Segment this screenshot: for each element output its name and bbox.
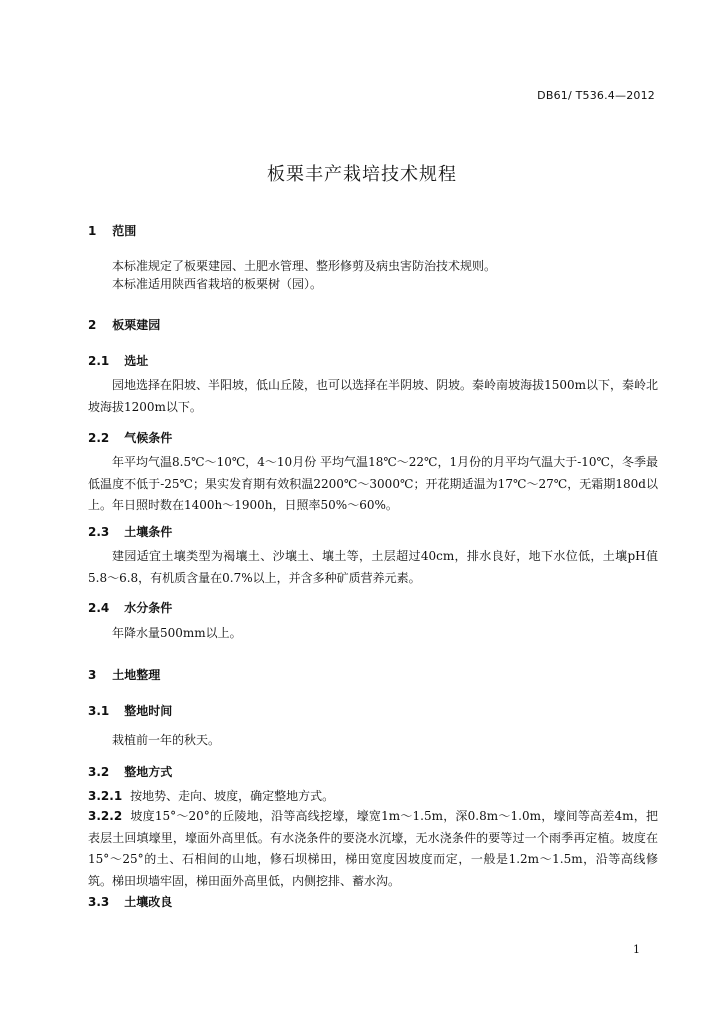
page-number: 1	[633, 943, 640, 956]
clause-3-2-2	[88, 806, 658, 892]
subsection-heading-site-selection	[88, 352, 148, 369]
site-selection-paragraph: 园地选择在阳坡、半阳坡，低山丘陵，也可以选择在半阴坡、阴坡。秦岭南坡海拔1500m以下，秦岭北坡海拔1200m以下。	[88, 378, 658, 414]
climate-paragraph: 年平均气温8.5℃～10℃，4～10月份 平均气温18℃～22℃，1月份的月平均气温大于-10℃，冬季最低温度不低于-25℃；果实发育期有效积温2200℃～3000℃；开花期适温为17℃～27℃，无霜期180d以上。年日照时数在1400h～1900h，日照率50%～60%。	[88, 455, 658, 512]
scope-paragraph-2: 本标准适用陕西省栽培的板栗树（园）。	[112, 277, 323, 291]
standard-code: DB61/ T536.4—2012	[537, 89, 655, 102]
subsection-number: 3.1	[88, 704, 110, 718]
clause-number: 3.2.2	[88, 809, 123, 823]
subsection-heading-climate	[88, 429, 172, 446]
document-title: 板栗丰产栽培技术规程	[267, 164, 457, 185]
subsection-title: 气候条件	[124, 431, 173, 445]
subsection-heading-soil	[88, 523, 172, 540]
subsection-title: 水分条件	[124, 601, 173, 615]
subsection-number: 2.4	[88, 601, 110, 615]
subsection-heading-preparation-method	[88, 763, 172, 780]
section-title: 范围	[112, 224, 137, 238]
section-heading-scope	[88, 222, 136, 239]
subsection-number: 3.3	[88, 895, 110, 909]
subsection-title: 土壤改良	[124, 895, 173, 909]
subsection-number: 3.2	[88, 765, 110, 779]
scope-paragraph-1: 本标准规定了板栗建园、土肥水管理、整形修剪及病虫害防治技术规则。	[112, 259, 497, 273]
section-title: 土地整理	[112, 668, 161, 682]
section-number: 1	[88, 224, 97, 238]
subsection-title: 整地时间	[124, 704, 173, 718]
clause-text: 按地势、走向、坡度，确定整地方式。	[130, 789, 335, 803]
subsection-number: 2.1	[88, 354, 110, 368]
subsection-heading-water	[88, 599, 172, 616]
clause-text: 坡度15°～20°的丘陵地，沿等高线挖壕，壕宽1m～1.5m，深0.8m～1.0m，壕间等高差4m，把表层土回填壕里，壕面外高里低。有水浇条件的要浇水沉壕，无水浇条件的要等过一个雨季再定植。坡度在15°～25°的土、石相间的山地，修石坝梯田，梯田宽度因坡度而定，一般是1.2m～1.5m，沿等高线修筑。梯田坝墙牢固，梯田面外高里低，内侧挖排、蓄水沟。	[88, 809, 658, 888]
water-paragraph: 年降水量500mm以上。	[112, 626, 242, 640]
preparation-time-paragraph: 栽植前一年的秋天。	[112, 733, 221, 747]
section-title: 板栗建园	[112, 318, 161, 332]
subsection-heading-preparation-time	[88, 702, 172, 719]
section-heading-orchard-establishment	[88, 316, 160, 333]
section-heading-land-preparation	[88, 666, 160, 683]
subsection-title: 整地方式	[124, 765, 173, 779]
clause-3-2-1	[88, 786, 658, 808]
section-number: 2	[88, 318, 97, 332]
subsection-number: 2.2	[88, 431, 110, 445]
subsection-heading-soil-improvement	[88, 893, 172, 910]
subsection-number: 2.3	[88, 525, 110, 539]
subsection-title: 土壤条件	[124, 525, 173, 539]
section-number: 3	[88, 668, 97, 682]
subsection-title: 选址	[124, 354, 149, 368]
soil-paragraph: 建园适宜土壤类型为褐壤土、沙壤土、壤土等，土层超过40cm，排水良好，地下水位低，土壤pH值5.8～6.8，有机质含量在0.7%以上，并含多种矿质营养元素。	[88, 549, 658, 585]
clause-number: 3.2.1	[88, 789, 123, 803]
